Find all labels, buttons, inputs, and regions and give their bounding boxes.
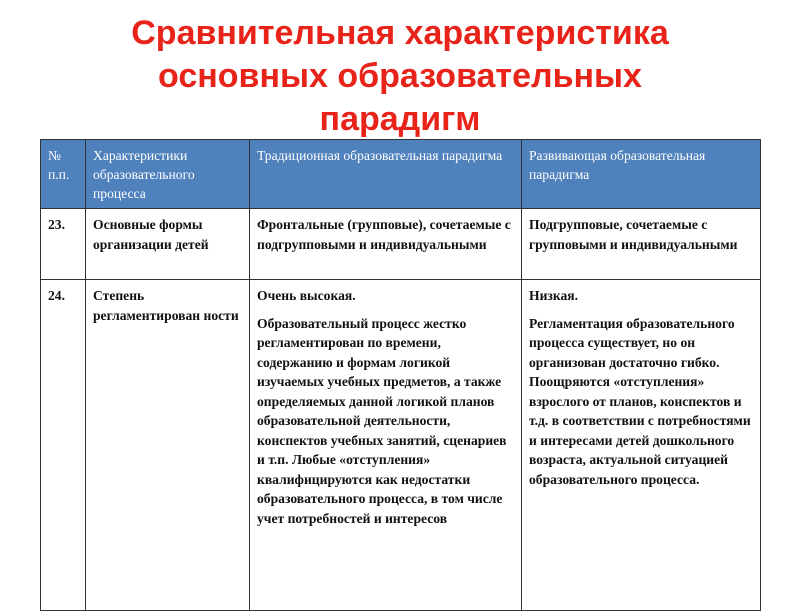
- row-developing: Регламентация образовательного процесса существует, но он организован достаточно гибко. Поощряются «отступления» взрослого от планов, конспектов и т.д. в соответствии с потребностями и интересами детей дошкольного возраста, актуальной ситуацией образовательного процесса.: [529, 315, 751, 487]
- row-traditional-cell: [250, 280, 522, 611]
- title-line-2: основных образовательных: [158, 57, 642, 95]
- row-traditional: Образовательный процесс жестко регламентирован по времени, содержанию и формам логикой изучаемых учебных предметов, а также определяемых данной логикой планов образовательной деятельности, конспектов учебных занятий, сценариев и т.п. Любые «отступления» квалифицируются как недостатки образовательного процесса, в том числе учет потребностей и интересов: [257, 315, 507, 526]
- table-header-row: [41, 140, 761, 209]
- page-title: [0, 12, 800, 141]
- row-number: 24.: [41, 280, 86, 611]
- row-developing-lead: Низкая.: [529, 288, 579, 303]
- header-traditional: Традиционная образовательная парадигма: [250, 140, 522, 209]
- title-line-3: парадигм: [319, 100, 481, 138]
- table-row: [41, 209, 761, 280]
- header-characteristics: Характеристики образовательного процесса: [86, 140, 250, 209]
- row-developing: Подгрупповые, сочетаемые с групповыми и индивидуальными: [522, 209, 761, 280]
- row-traditional-lead: Очень высокая.: [257, 288, 356, 303]
- row-number: 23.: [41, 209, 86, 280]
- header-num: № п.п.: [41, 140, 86, 209]
- row-characteristic: Степень регламентирован ности: [86, 280, 250, 611]
- header-developing: Развивающая образовательная парадигма: [522, 140, 761, 209]
- table-row: [41, 280, 761, 611]
- row-developing-cell: [522, 280, 761, 611]
- comparison-table: [40, 139, 761, 611]
- title-line-1: Сравнительная характеристика: [131, 14, 669, 52]
- row-characteristic: Основные формы организации детей: [86, 209, 250, 280]
- row-traditional: Фронтальные (групповые), сочетаемые с подгрупповыми и индивидуальными: [250, 209, 522, 280]
